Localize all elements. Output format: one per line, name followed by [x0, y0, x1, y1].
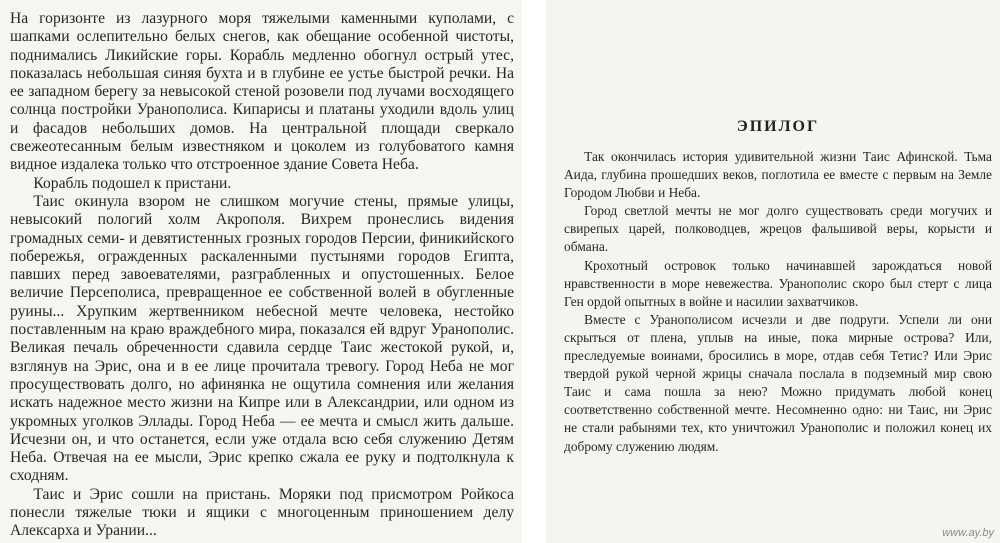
paragraph: Город светлой мечты не мог долго существовать среди могучих и свирепых царей, полководцев, жрецов фальшивой веры, корысти и обмана. [564, 203, 992, 255]
page-gutter [522, 0, 546, 543]
paragraph: Таис и Эрис сошли на пристань. Моряки под присмотром Ройкоса понесли тяжелые тюки и ящики с многоценным приношением делу Алексарха и Урании... [10, 485, 514, 540]
left-text-column [10, 10, 514, 541]
right-page [546, 0, 1000, 543]
right-text-column [564, 148, 992, 456]
paragraph: Так окончилась история удивительной жизни Таис Афинской. Тьма Аида, глубина прошедших веков, поглотила ее вместе с первым на Земле Городом Любви и Неба. [564, 149, 992, 201]
paragraph: Вместе с Уранополисом исчезли и две подруги. Успели ли они скрыться от плена, уплыв на иные, пока мирные острова? Или, преследуемые воинами, бросились в море, отдав себя Тетис? Или Эрис твердой рукой черной жрицы сначала послала в подземный мир свою Таис и сама пошла за нею? Можно придумать любой конец соответственно собственной мечте. Несомненно одно: ни Таис, ни Эрис не стали рабынями тех, кто уничтожил Уранополис и положил конец их доброму служению людям. [564, 311, 992, 454]
paragraph: Таис окинула взором не слишком могучие стены, прямые улицы, невысокий пологий холм Акрополя. Вихрем пронеслись видения громадных семи- и девятистенных грозных городов Персии, финикийского побережья, огражденных раскаленными пустынями городов Египта, павших перед завоевателями, разграбленных и опустошенных. Белое величие Персеполиса, превращенное ее собственной волей в обугленные руины... Хрупким жертвенником небесной мечте человека, нестойко поставленным на краю враждебного мира, показался ей вдруг Уранополис. Великая печаль обреченности сдавила сердце Таис жестокой рукой, и, взглянув на Эрис, она и в ее лице прочитала тревогу. Город Неба не мог просуществовать долго, но афинянка не ощутила сомнения или желания искать надежное место жизни на Кипре или в Александрии, или одном из укромных уголков Эллады. Город Неба — ее мечта и смысл жить дальше. Исчезни он, и что останется, если уже отдала всю себя служению Детям Неба. Отвечая на ее мысли, Эрис крепко сжала ее руку и подтолкнула к сходням. [10, 192, 514, 485]
watermark: www.ay.by [942, 527, 994, 539]
paragraph: Корабль подошел к пристани. [33, 174, 232, 192]
paragraph: Крохотный островок только начинавшей зарождаться новой нравственности в море невежества. Уранополис скоро был стерт с лица Ген ордой опытных в войне и насилии захватчиков. [564, 257, 992, 309]
chapter-heading: ЭПИЛОГ [736, 118, 820, 135]
paragraph: На горизонте из лазурного моря тяжелыми каменными куполами, с шапками ослепительно белых снегов, как обещание особенной чистоты, поднимались Ликийские горы. Корабль медленно обогнул острый утес, показалась небольшая синяя бухта и в глубине ее устье быстрой речки. На ее западном берегу за невысокой стеной розовели под лучами восходящего солнца постройки Уранополиса. Кипарисы и платаны уходили вдоль улиц и фасадов небольших домов. На центральной площади сверкало свежеотесанным белым известняком и цоколем из голубоватого камня видное издалека только что отстроенное здание Совета Неба. [10, 10, 514, 174]
